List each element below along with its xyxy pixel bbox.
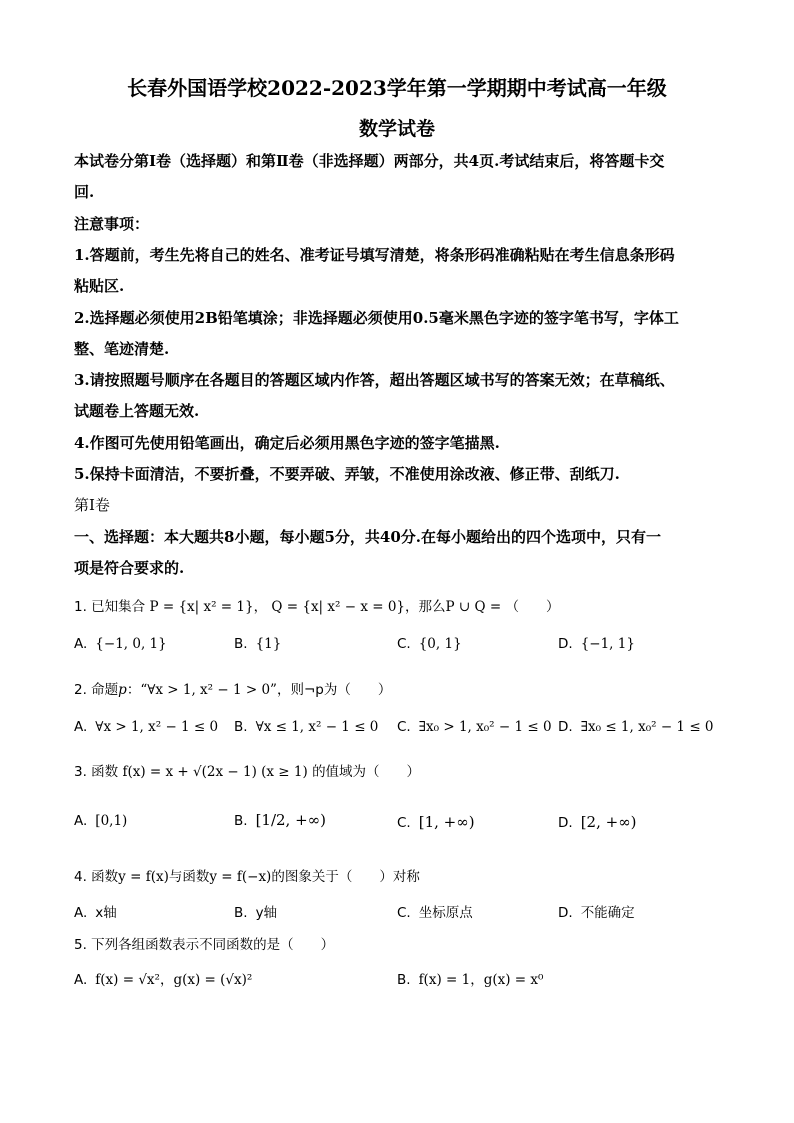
question-3 (74, 760, 420, 780)
option-text: ∃x₀ > 1, x₀² − 1 ≤ 0 (418, 719, 552, 735)
option-text: [1/2, +∞) (255, 811, 327, 829)
option-label: B. (397, 972, 411, 988)
option-text: 不能确定 (580, 905, 635, 921)
option-text: [2, +∞) (580, 813, 637, 831)
question-2 (74, 678, 391, 698)
option-text: ∀x > 1, x² − 1 ≤ 0 (95, 719, 219, 735)
exam-title: 长春外国语学校2022-2023学年第一学期期中考试高一年级 (127, 76, 667, 100)
option-text: [0,1) (95, 813, 128, 829)
option-label: A. (74, 813, 88, 829)
question-2-suffix: ，则¬p为（ ） (276, 682, 392, 698)
q2-option-b[interactable] (234, 719, 378, 735)
option-label: B. (234, 813, 248, 829)
option-label: D. (558, 905, 573, 921)
question-4-suffix: 的图象关于（ ）对称 (271, 869, 420, 885)
intro-line-1: 本试卷分第Ⅰ卷（选择题）和第Ⅱ卷（非选择题）两部分，共4页.考试结束后，将答题卡交 (74, 152, 665, 170)
option-label: D. (558, 719, 573, 735)
option-label: D. (558, 815, 573, 831)
note-line: 2.选择题必须使用2B铅笔填涂；非选择题必须使用0.5毫米黑色字迹的签字笔书写，字体工 (74, 309, 679, 327)
question-4-function-1: y = f(x) (118, 869, 169, 885)
option-text: {−1, 1} (580, 636, 635, 652)
option-text: {0, 1} (418, 636, 462, 652)
option-text: 坐标原点 (418, 905, 473, 921)
option-label: C. (397, 636, 411, 652)
option-label: C. (397, 815, 411, 831)
option-text: x轴 (95, 905, 117, 921)
option-label: D. (558, 636, 573, 652)
question-1 (74, 595, 559, 615)
q2-option-d[interactable] (558, 719, 714, 735)
option-text: ∃x₀ ≤ 1, x₀² − 1 ≤ 0 (580, 719, 714, 735)
note-line: 试题卷上答题无效. (74, 402, 200, 420)
option-label: B. (234, 636, 248, 652)
notes-heading: 注意事项： (74, 215, 150, 233)
question-2-prefix: 2. 命题 (74, 682, 119, 698)
option-label: A. (74, 972, 88, 988)
option-text: [1, +∞) (418, 813, 475, 831)
q2-option-a[interactable] (74, 719, 218, 735)
question-5: 5. 下列各组函数表示不同函数的是（ ） (74, 937, 335, 953)
q1-option-d[interactable] (558, 636, 635, 652)
question-1-blank: （ ） (505, 599, 560, 615)
q4-option-a[interactable] (74, 901, 117, 921)
question-1-set-q: Q = {x| x² − x = 0} (271, 599, 405, 615)
option-text: ∀x ≤ 1, x² − 1 ≤ 0 (255, 719, 379, 735)
q4-option-b[interactable] (234, 901, 277, 921)
question-3-prefix: 3. 函数 (74, 764, 119, 780)
question-3-suffix: 的值域为（ ） (312, 764, 421, 780)
q2-option-c[interactable] (397, 719, 552, 735)
part-label: 第Ⅰ卷 (74, 496, 110, 514)
question-3-function: f(x) = x + √(2x − 1) (x ≥ 1) (122, 764, 308, 780)
note-line: 粘贴区. (74, 277, 125, 295)
q3-option-d[interactable] (558, 813, 637, 831)
question-1-expr: P ∪ Q = (445, 599, 502, 615)
question-1-sep: ， (253, 599, 268, 615)
option-label: C. (397, 719, 411, 735)
option-text: f(x) = 1，g(x) = x⁰ (418, 972, 544, 988)
option-text: {−1, 0, 1} (95, 636, 167, 652)
note-line: 4.作图可先使用铅笔画出，确定后必须用黑色字迹的签字笔描黑. (74, 434, 500, 452)
option-label: A. (74, 905, 88, 921)
q3-option-b[interactable] (234, 800, 326, 840)
q5-option-b[interactable] (397, 968, 543, 988)
question-1-set-p: P = {x| x² = 1} (149, 599, 254, 615)
question-4-prefix: 4. 函数 (74, 869, 119, 885)
question-1-prefix: 1. 已知集合 (74, 599, 146, 615)
question-2-colon: ： (126, 682, 141, 698)
q3-option-c[interactable] (397, 813, 475, 831)
question-2-p: p (118, 682, 127, 698)
option-label: B. (234, 719, 248, 735)
option-text: y轴 (255, 905, 278, 921)
section-heading-line-1: 一、选择题：本大题共8小题，每小题5分，共40分.在每小题给出的四个选项中，只有一 (74, 528, 661, 546)
question-4 (74, 865, 420, 885)
question-2-statement: “∀x > 1, x² − 1 > 0” (140, 682, 277, 698)
q4-option-c[interactable] (397, 901, 473, 921)
question-4-function-2: y = f(−x) (209, 869, 272, 885)
question-1-mid: ，那么 (405, 599, 446, 615)
q1-option-c[interactable] (397, 636, 462, 652)
option-label: A. (74, 719, 88, 735)
section-heading-line-2: 项是符合要求的. (74, 559, 185, 577)
note-line: 1.答题前，考生先将自己的姓名、准考证号填写清楚，将条形码准确粘贴在考生信息条形码 (74, 246, 675, 264)
note-line: 3.请按照题号顺序在各题目的答题区域内作答，超出答题区域书写的答案无效；在草稿纸、 (74, 371, 675, 389)
note-line: 整、笔迹清楚. (74, 340, 170, 358)
q1-option-b[interactable] (234, 636, 281, 652)
intro-line-2: 回. (74, 183, 95, 201)
note-line: 5.保持卡面清洁，不要折叠，不要弄破、弄皱，不准使用涂改液、修正带、刮纸刀. (74, 465, 620, 483)
option-label: B. (234, 905, 248, 921)
option-text: {1} (255, 636, 282, 652)
q4-option-d[interactable] (558, 901, 635, 921)
q3-option-a[interactable] (74, 813, 127, 829)
option-text: f(x) = √x²，g(x) = (√x)² (95, 972, 253, 988)
q1-option-a[interactable] (74, 636, 167, 652)
option-label: C. (397, 905, 411, 921)
option-label: A. (74, 636, 88, 652)
question-4-mid: 与函数 (168, 869, 210, 885)
exam-subtitle: 数学试卷 (358, 118, 435, 140)
q5-option-a[interactable] (74, 968, 252, 988)
